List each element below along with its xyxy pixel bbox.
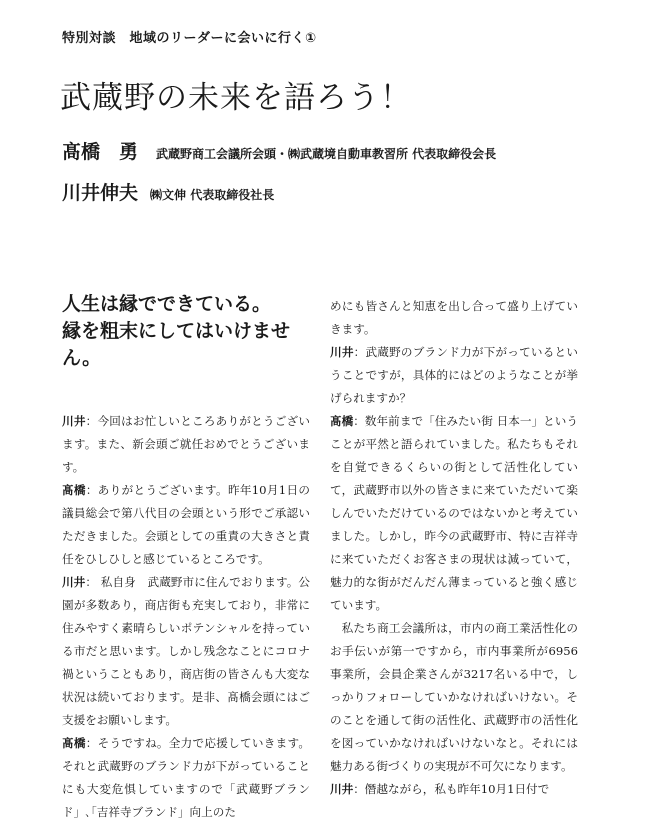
dialogue-paragraph bbox=[330, 341, 578, 410]
article-headline bbox=[62, 291, 310, 372]
speaker-label: 川井 bbox=[62, 575, 86, 589]
speaker-label: 髙橋 bbox=[62, 736, 86, 750]
dialogue-continuation: めにも皆さんと知恵を出し合って盛り上げていきます。 bbox=[330, 299, 578, 336]
speaker-label: 髙橋 bbox=[62, 483, 86, 497]
dialogue-text: ：僭越ながら，私も昨年10月1日付で bbox=[353, 782, 550, 796]
headline-line-1: 人生は縁でできている。 bbox=[62, 293, 272, 315]
participant-kawai bbox=[62, 178, 274, 205]
series-label: 特別対談 地域のリーダーに会いに行く① bbox=[62, 31, 317, 46]
participant-title: 武蔵野商工会議所会頭・㈱武蔵境自動車教習所 代表取締役会長 bbox=[156, 147, 497, 161]
dialogue-paragraph bbox=[62, 732, 310, 824]
speaker-label: 髙橋 bbox=[330, 414, 354, 428]
dialogue-paragraph bbox=[330, 410, 578, 617]
article-column-left bbox=[62, 291, 310, 824]
headline-line-2: 縁を粗末にしてはいけません。 bbox=[62, 320, 291, 369]
participant-name: 川井伸夫 bbox=[62, 182, 139, 204]
article-column-right bbox=[330, 295, 578, 801]
body-paragraph: 私たち商工会議所は，市内の商工業活性化のお手伝いが第一ですから，市内事業所が6956事業所，会員企業さんが3217名いる中で，しっかりフォローしていかなければいけない。そのことを通して街の活性化、武蔵野市の活性化を図っていかなければいけないなと。それには魅力ある街づくりの実現が不可欠になります。 bbox=[330, 621, 578, 773]
dialogue-text: ：そうですね。全力で応援していきます。それと武蔵野のブランド力が下がっていることにも大変危惧していますので「武蔵野ブランド」､｢吉祥寺ブランド」向上のた bbox=[62, 736, 310, 819]
dialogue-paragraph bbox=[62, 410, 310, 479]
dialogue-paragraph bbox=[62, 571, 310, 732]
dialogue-text: ：ありがとうございます。昨年10月1日の議員総会で第八代目の会頭という形でご承認いただきました。会頭としての重責の大きさと責任をひしひしと感じているところです。 bbox=[62, 483, 310, 566]
speaker-label: 川井 bbox=[330, 345, 354, 359]
participant-title: ㈱文伸 代表取締役社長 bbox=[150, 188, 275, 202]
dialogue-text: ：数年前まで「住みたい街 日本一」ということが平然と語られていました。私たちもそれを自覚できるくらいの街として活性化していて，武蔵野市以外の皆さまに来ていただいて楽しんでいただけているのではないかと考えていました。しかし，昨今の武蔵野市、特に吉祥寺に来ていただくお客さまの現状は減っていて，魅力的な街がだんだん薄まっていると強く感じています。 bbox=[330, 414, 578, 612]
speaker-label: 川井 bbox=[330, 782, 354, 796]
dialogue-paragraph bbox=[62, 479, 310, 571]
page-title: 武蔵野の未来を語ろう！ bbox=[60, 80, 412, 116]
participant-name: 髙橋 勇 bbox=[62, 141, 139, 163]
dialogue-paragraph bbox=[330, 778, 578, 801]
dialogue-text: ：武蔵野のブランド力が下がっているということですが，具体的にはどのようなことが挙げられますか？ bbox=[330, 345, 578, 405]
dialogue-text: ： 私自身 武蔵野市に住んでおります。公園が多数あり，商店街も充実しており，非常に住みやすく素晴らしいポテンシャルを持っている市だと思います。しかし残念なことにコロナ禍ということもあり，商店街の皆さんも大変な状況は続いております。是非、髙橋会頭にはご支援をお願いします。 bbox=[62, 575, 310, 727]
dialogue-text: ：今回はお忙しいところありがとうございます。また、新会頭ご就任おめでとうございます。 bbox=[62, 414, 310, 474]
participant-takahashi bbox=[62, 137, 496, 164]
speaker-label: 川井 bbox=[62, 414, 86, 428]
